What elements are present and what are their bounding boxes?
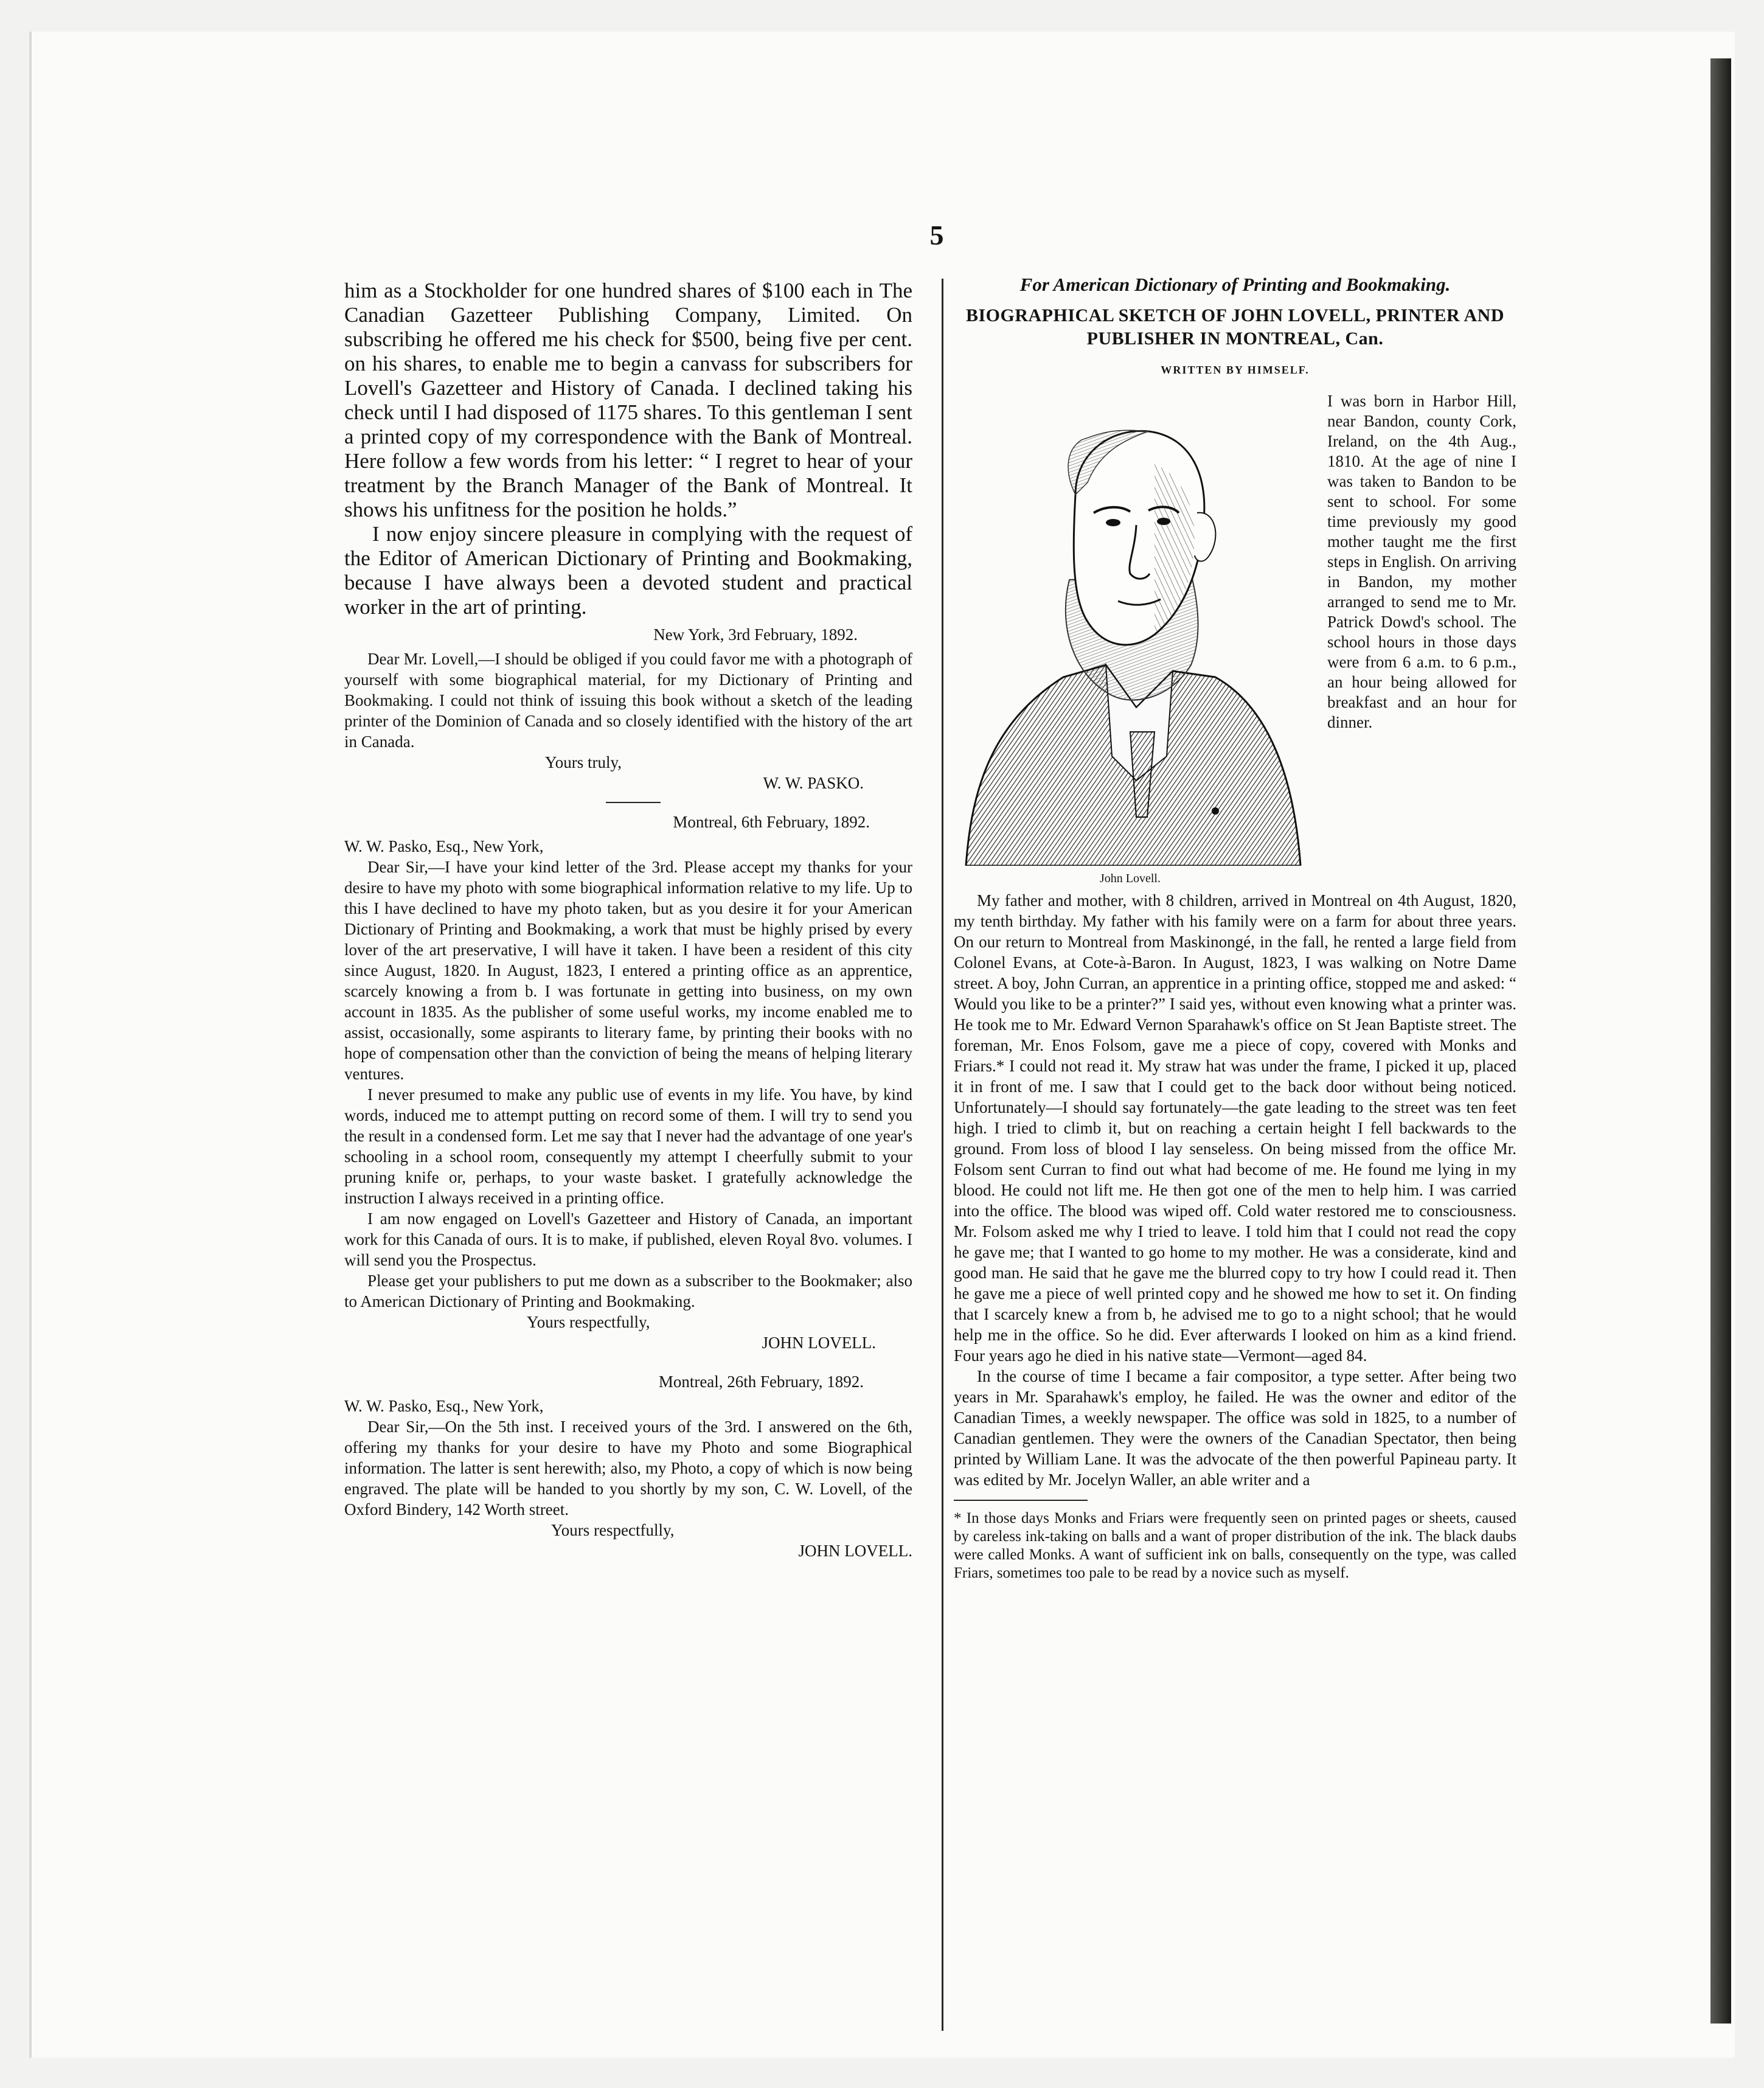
right-column [954,274,1516,1582]
letter2-dateline: Montreal, 6th February, 1892. [673,813,870,831]
byline: WRITTEN BY HIMSELF. [1161,364,1310,376]
left-column [344,279,912,1561]
letter2-closing: Yours respectfully, [527,1313,650,1331]
running-header: For American Dictionary of Printing and Bookmaking. [1019,274,1451,295]
page-number: 5 [929,220,944,251]
letter3-signature: JOHN LOVELL. [798,1542,912,1560]
letter2-paragraph-3: I am now engaged on Lovell's Gazetteer and History of Canada, an important work for this Canada of ours. It is to make, if published, eleven Royal 8vo. volumes. I will send you the Prospectus. [344,1209,912,1269]
section-rule [606,802,661,803]
footnote-rule [954,1500,1088,1501]
portrait-figure [954,391,1319,890]
letter2-paragraph-4: Please get your publishers to put me down as a subscriber to the Bookmaker; also to American Dictionary of Printing and Bookmaking. [344,1272,912,1310]
intro-paragraph-1: him as a Stockholder for one hundred shares of $100 each in The Canadian Gazetteer Publishing Company, Limited. On subscribing he offered me his check for $500, being five per cent. on his shares, to enable me to begin a canvass for subscribers for Lovell's Gazetteer and History of Canada. I declined taking his check until I had disposed of 1175 shares. To this gentleman I sent a printed copy of my correspondence with the Bank of Montreal. Here follow a few words from his letter: “ I regret to hear of your treatment by the Branch Manager of the Bank of Montreal. It shows his unfitness for the position he holds.” [344,279,912,521]
letter1-signature: W. W. PASKO. [763,774,864,792]
biography-paragraph-1: My father and mother, with 8 children, arrived in Montreal on 4th August, 1820, my tenth birthday. My father with his family were on a farm for about three years. On our return to Montreal from Maskinongé, in the fall, he rented a large field from Colonel Evans, at Cote-à-Baron. In August, 1823, I was walking on Notre Dame street. A boy, John Curran, an apprentice in a printing office, stopped me and asked: “ Would you like to be a printer?” I said yes, without even knowing what a printer was. He took me to Mr. Edward Vernon Sparahawk's office on St Jean Baptiste street. The foreman, Mr. Enos Folsom, gave me a piece of copy, covered with Monks and Friars.* I could not read it. My straw hat was under the frame, I picked it up, placed it in front of me. I saw that I could get to the back door without being noticed. Unfortunately—I should say fortunately—the gate leading to the street was ten feet high. I tried to climb it, but on reaching a certain height I fell backwards to the ground. From loss of blood I lay senseless. On being missed from the office Mr. Folsom sent Curran to find out what had become of me. He found me lying in my blood. He could not lift me. He then got one of the men to help him. I was carried into the office. The blood was wiped off. Cold water restored me to consciousness. Mr. Folsom asked me why I tried to leave. I told him that I could not read the copy he gave me; that I wanted to go home to my mother. He was a considerate, kind and good man. He said that he gave me the blurred copy to try how I could read it. Then he gave me a piece of well printed copy and he showed me how to set it. On finding that I scarcely knew a from b, he advised me to go to a night school; that he would help me in the office. So he did. Ever afterwards I looked on him as a kind friend. Four years ago he died in his native state—Vermont—aged 84. [954,891,1516,1365]
letter2-paragraph-2: I never presumed to make any public use of events in my life. You have, by kind words, induced me to attempt putting on record some of them. I will try to send you the result in a condensed form. Let me say that I never had the advantage of one year's schooling in a school room, consequently my attempt I cheerfully submit to your pruning knife or, perhaps, to your waste basket. I gratefully acknowledge the instruction I always received in a printing office. [344,1085,912,1207]
letter2-paragraph-1: Dear Sir,—I have your kind letter of the 3rd. Please accept my thanks for your desire to have my photo with some biographical information relative to my life. Up to this I have declined to have my photo taken, but as you desire it for your American Dictionary of Printing and Bookmaking, a work that must be highly prised by every lover of the art preservative, I will have it taken. I have been a resident of this city since August, 1820. In August, 1823, I entered a printing office as an apprentice, scarcely knowing a from b. I was fortunate in getting into business, on my own account in 1835. As the publisher of some useful works, my income enabled me to assist, occasionally, some aspirants to literary fame, by printing their books with no hope of compensation other than the conviction of being the means of helping literary ventures. [344,858,912,1083]
column-divider [942,279,943,2031]
article-title: BIOGRAPHICAL SKETCH OF JOHN LOVELL, PRINTER AND PUBLISHER IN MONTREAL, Can. [965,305,1505,349]
letter1-closing: Yours truly, [545,753,622,771]
portrait-caption: John Lovell. [1100,872,1161,885]
letter3-closing: Yours respectfully, [551,1521,675,1539]
birth-paragraph: I was born in Harbor Hill, near Bandon, county Cork, Ireland, on the 4th Aug., 1810. At the age of nine I was taken to Bandon to be sent to school. For some time previously my good mother taught me the first steps in English. On arriving in Bandon, my mother arranged to send me to Mr. Patrick Dowd's school. The school hours in those days were from 6 a.m. to 6 p.m., an hour being allowed for breakfast and an hour for dinner. [1327,392,1516,731]
footnote: * In those days Monks and Friars were frequently seen on printed pages or sheets, caused by careless ink-taking on balls and a want of proper distribution of the ink. The black daubs were called Monks. A want of sufficient ink on balls, consequently on the type, was called Friars, sometimes too pale to be read by a novice such as myself. [954,1510,1516,1581]
letter2-addressee: W. W. Pasko, Esq., New York, [344,837,544,855]
page-edge-shadow [1710,58,1731,2024]
intro-paragraph-2: I now enjoy sincere pleasure in complying with the request of the Editor of American Dictionary of Printing and Bookmaking, because I have always been a devoted student and practical worker in the art of printing. [344,522,912,619]
letter1-body: Dear Mr. Lovell,—I should be obliged if you could favor me with a photograph of yourself with some biographical material, for my Dictionary of Printing and Bookmaking. I could not think of issuing this book without a sketch of the leading printer of the Dominion of Canada and so closely identified with the history of the art in Canada. [344,650,912,751]
letter3-body: Dear Sir,—On the 5th inst. I received yours of the 3rd. I answered on the 6th, offering my thanks for your desire to have my Photo and some Biographical information. The latter is sent herewith; also, my Photo, a copy of which is now being engraved. The plate will be handed to you shortly by my son, C. W. Lovell, of the Oxford Bindery, 142 Worth street. [344,1418,912,1519]
portrait-engraving [954,391,1319,866]
biography-paragraph-2: In the course of time I became a fair compositor, a type setter. After being two years in Mr. Sparahawk's employ, he failed. He was the owner and editor of the Canadian Times, a weekly newspaper. The office was sold in 1825, to a number of Canadian gentlemen. They were the owners of the Canadian Spectator, then being printed by William Lane. It was the advocate of the then powerful Papineau party. It was edited by Mr. Jocelyn Waller, an able writer and a [954,1367,1516,1489]
letter1-dateline: New York, 3rd February, 1892. [653,625,858,644]
letter3-addressee: W. W. Pasko, Esq., New York, [344,1397,544,1415]
letter3-dateline: Montreal, 26th February, 1892. [658,1373,864,1391]
letter2-signature: JOHN LOVELL. [762,1334,876,1352]
